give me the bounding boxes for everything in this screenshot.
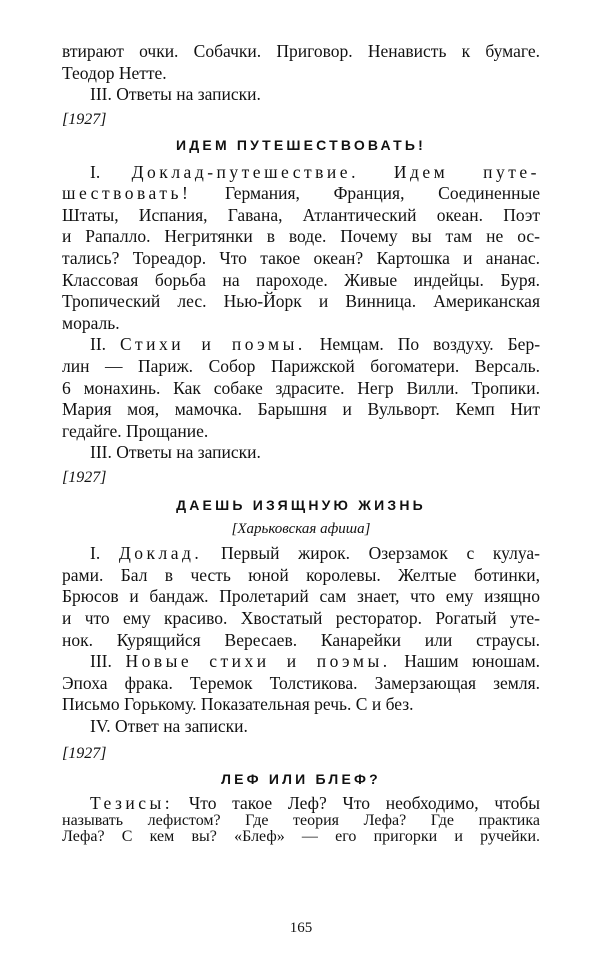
text-line: и что ему красиво. Хвостатый ресторатор. Рогатый уте- [62, 608, 540, 628]
text-line: рами. Бал в честь юной королевы. Желтые ботинки, [62, 564, 540, 585]
year-note: [1927] [62, 744, 107, 762]
text-fragment: Первый жирок. Озерзамок с кулуа- [220, 543, 541, 564]
text-line: IV. Ответ на записки. [90, 716, 248, 736]
paragraph-first-line [90, 161, 540, 183]
section-title: ДАЕШЬ ИЗЯЩНУЮ ЖИЗНЬ [176, 497, 426, 514]
text-line: III. Ответы на записки. [90, 442, 261, 463]
paragraph-first-line [90, 542, 540, 564]
text-line: Брюсов и бандаж. Пролетарий сам знает, что ему изящно [62, 586, 540, 607]
text-line [62, 182, 540, 204]
text-fragment: Что такое Леф? Что необходимо, чтобы [188, 793, 540, 814]
spaced-heading: Новые стихи и поэмы. [125, 651, 391, 672]
year-note: [1927] [62, 469, 107, 487]
spaced-heading: Тезисы: [90, 793, 174, 814]
text-fragment: Нашим юношам. [404, 651, 541, 672]
roman-numeral: I. [90, 543, 101, 564]
text-line: 6 монахинь. Как собаке здрасите. Негр Вилли. Тропики. [62, 377, 540, 398]
paragraph-first-line [90, 333, 540, 355]
text-line: называть лефистом? Где теория Лефа? Где практика [62, 812, 540, 830]
spaced-heading: Доклад. [118, 543, 203, 564]
text-line: гедайге. Прощание. [62, 420, 209, 441]
spaced-heading: Доклад-путешествие. Идем путе- [131, 161, 541, 182]
year-note: [1927] [62, 111, 107, 129]
text-line: втирают очки. Собачки. Приговор. Ненависть к бумаге. [62, 41, 540, 61]
roman-numeral: I. [90, 161, 101, 182]
page-number: 165 [289, 920, 313, 936]
text-line: Штаты, Испания, Гавана, Атлантический океан. Поэт [62, 204, 540, 225]
text-line: нок. Курящийся Вересаев. Канарейки или страусы. [62, 629, 540, 650]
spaced-heading: шествовать! [62, 183, 192, 204]
section-subtitle: [Харьковская афиша] [231, 520, 371, 537]
roman-numeral: II. [90, 334, 107, 355]
text-line: Мария моя, мамочка. Барышня и Вульворт. Кемп Нит [62, 399, 540, 420]
paragraph-first-line [90, 792, 540, 814]
text-line: III. Ответы на записки. [90, 84, 261, 105]
text-line: Теодор Нетте. [62, 62, 167, 83]
text-line: мораль. [62, 312, 120, 333]
text-line: лин — Париж. Собор Парижской богоматери. Версаль. [62, 356, 540, 376]
paragraph-first-line [90, 650, 540, 672]
text-fragment: Немцам. По воздуху. Бер- [319, 334, 541, 355]
text-line: Тропический лес. Нью-Йорк и Винница. Американская [62, 291, 540, 312]
text-line: Классовая борьба на пароходе. Живые индейцы. Буря. [62, 269, 540, 290]
text-line: Письмо Горькому. Показательная речь. С и без. [62, 694, 414, 715]
spaced-heading: Стихи и поэмы. [120, 334, 306, 355]
section-title: ЛЕФ ИЛИ БЛЕФ? [221, 771, 381, 787]
text-line: и Рапалло. Негритянки в воде. Почему вы там не ос- [62, 226, 540, 247]
section-title: ИДЕМ ПУТЕШЕСТВОВАТЬ! [175, 137, 427, 154]
text-fragment: Германия, Франция, Соединенные [225, 183, 541, 204]
text-line: Лефа? С кем вы? «Блеф» — его пригорки и ручейки. [62, 827, 540, 845]
roman-numeral: III. [90, 651, 112, 672]
text-line: Эпоха фрака. Теремок Толстикова. Замерзающая земля. [62, 672, 540, 693]
text-line: тались? Тореадор. Что такое океан? Картошка и ананас. [62, 248, 540, 268]
